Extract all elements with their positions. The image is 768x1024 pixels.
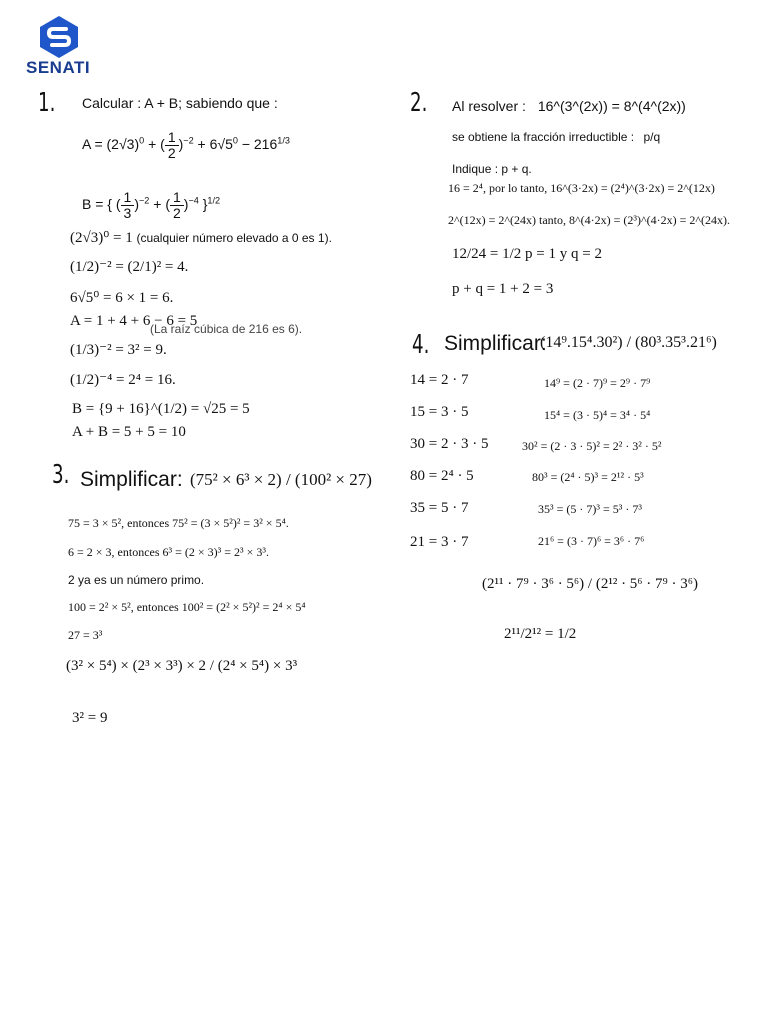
- logo-text: SENATI: [26, 58, 91, 77]
- p4-left-5: 35 = 5 · 7: [410, 500, 469, 516]
- p1-step-3: 6√5⁰ = 6 × 1 = 6.: [70, 290, 174, 306]
- p1-prompt: Calcular : A + B; sabiendo que :: [82, 95, 278, 111]
- p4-title: Simplificar:: [444, 332, 547, 355]
- p3-step-1: 75 = 3 × 5², entonces 75² = (3 × 5²)² = 3² × 5⁴.: [68, 516, 289, 530]
- senati-logo: [22, 14, 96, 78]
- p1-b-expression: B = { ( $\frac{1}{3}$ )$^{-2}$ + ( $\frac{1}{2}$ )$^{-4}$ }$^{1/2}$: [82, 189, 221, 221]
- p1-step-1-math: (2√3)⁰ = 1: [70, 230, 133, 246]
- p2-line-2: [452, 130, 660, 144]
- p4-left-3: 30 = 2 · 3 · 5: [410, 436, 489, 452]
- p2-prompt: [452, 98, 686, 114]
- p2-line-3: Indique : p + q.: [452, 162, 532, 176]
- p4-right-4: 80³ = (2⁴ · 5)³ = 2¹² · 5³: [532, 470, 644, 484]
- p1-step-8: A + B = 5 + 5 = 10: [72, 424, 186, 440]
- p2-step-4: p + q = 1 + 2 = 3: [452, 281, 554, 297]
- problem-1-number: 1.: [38, 88, 56, 118]
- p4-right-1: 14⁹ = (2 · 7)⁹ = 2⁹ · 7⁹: [544, 376, 651, 390]
- problem-3-number: 3.: [52, 460, 70, 490]
- p3-step-2: 6 = 2 × 3, entonces 6³ = (2 × 3)³ = 2³ × 3³.: [68, 545, 269, 559]
- p2-equation: 16^(3^(2x)) = 8^(4^(2x)): [537, 98, 686, 114]
- p3-step-4: 100 = 2² × 5², entonces 100² = (2² × 5²)² = 2⁴ × 5⁴: [68, 600, 306, 614]
- p1-step-2: (1/2)⁻² = (2/1)² = 4.: [70, 259, 189, 275]
- p3-title: Simplificar:: [80, 468, 183, 491]
- p4-right-2: 15⁴ = (3 · 5)⁴ = 3⁴ · 5⁴: [544, 408, 651, 422]
- p4-left-6: 21 = 3 · 7: [410, 534, 469, 550]
- p2-step-2: 2^(12x) = 2^(24x) tanto, 8^(4·2x) = (2³)^(4·2x) = 2^(24x).: [448, 213, 730, 227]
- p3-step-5: 27 = 3³: [68, 628, 103, 642]
- p1-step-6: (1/2)⁻⁴ = 2⁴ = 16.: [70, 372, 176, 388]
- problem-2-number: 2.: [410, 88, 428, 118]
- p2-line-2-fraction: p/q: [643, 130, 661, 144]
- p4-step-1: (2¹¹ · 7⁹ · 3⁶ · 5⁶) / (2¹² · 5⁶ · 7⁹ · 3⁶): [482, 576, 698, 592]
- p2-line-2-text: se obtiene la fracción irreductible :: [452, 130, 635, 144]
- p2-step-1: 16 = 2⁴, por lo tanto, 16^(3·2x) = (2⁴)^(3·2x) = 2^(12x): [448, 181, 715, 195]
- p1-step-7: B = {9 + 16}^(1/2) = √25 = 5: [72, 401, 250, 417]
- p3-fraction: (75² × 6³ × 2) / (100² × 27): [190, 470, 372, 489]
- p1-step-4-note: (La raíz cúbica de 216 es 6).: [150, 322, 303, 336]
- p3-step-6: (3² × 5⁴) × (2³ × 3³) × 2 / (2⁴ × 5⁴) × 3³: [66, 658, 298, 674]
- p2-step-3: 12/24 = 1/2 p = 1 y q = 2: [452, 246, 602, 262]
- p3-step-3: 2 ya es un número primo.: [68, 573, 205, 587]
- p1-step-5: (1/3)⁻² = 3² = 9.: [70, 342, 167, 358]
- p4-right-3: 30² = (2 · 3 · 5)² = 2² · 3² · 5²: [522, 439, 662, 453]
- p4-left-4: 80 = 2⁴ · 5: [410, 468, 474, 484]
- p4-fraction: (14⁹.15⁴.30²) / (80³.35³.21⁶): [540, 334, 717, 351]
- p4-left-2: 15 = 3 · 5: [410, 404, 469, 420]
- p4-right-6: 21⁶ = (3 · 7)⁶ = 3⁶ · 7⁶: [538, 534, 645, 548]
- p4-left-1: 14 = 2 · 7: [410, 372, 469, 388]
- p1-step-4: A = 1 + 4 + 6 − 6 = 5: [70, 313, 198, 329]
- p1-step-1-note: (cualquier número elevado a 0 es 1).: [136, 231, 332, 245]
- p1-a-expression: $A = (2√3)^0$ + ( $\frac{1}{2}$ )$^{-2} + 6√5^0 - 216^{1/3}$: [82, 129, 290, 161]
- p4-step-2: 2¹¹/2¹² = 1/2: [504, 626, 577, 642]
- logo-emblem-icon: [22, 14, 96, 60]
- p2-prompt-text: Al resolver :: [452, 98, 526, 114]
- p4-right-5: 35³ = (5 · 7)³ = 5³ · 7³: [538, 502, 642, 516]
- problem-4-number: 4.: [412, 330, 430, 360]
- p3-step-7: 3² = 9: [72, 710, 108, 726]
- p1-step-1: [70, 228, 332, 247]
